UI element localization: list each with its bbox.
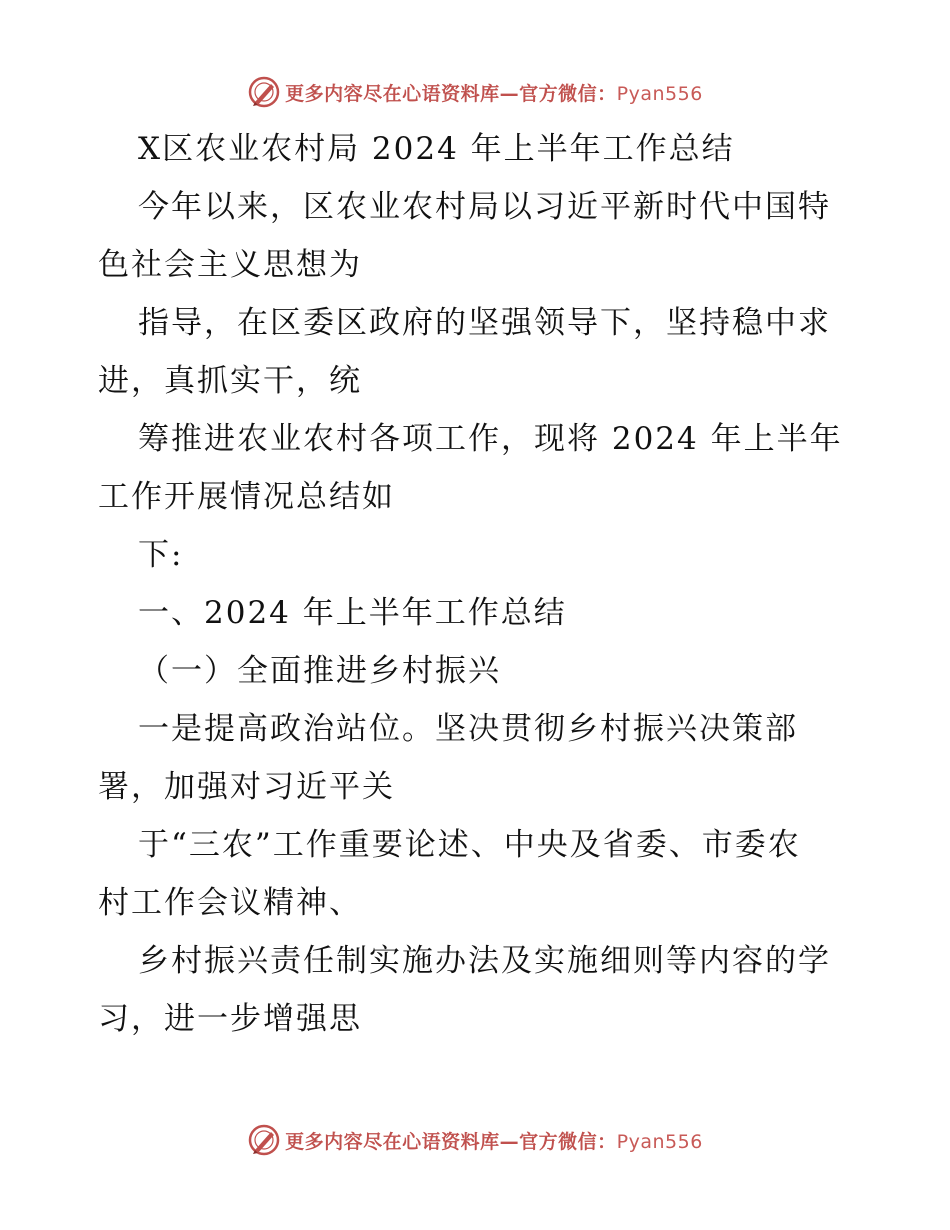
pen-logo-icon: [247, 1123, 281, 1157]
document-line: 指导，在区委区政府的坚强领导下，坚持稳中求: [138, 305, 831, 341]
document-line: （一）全面推进乡村振兴: [138, 653, 501, 689]
watermark-header: [0, 72, 950, 112]
watermark-wechat: Pyan556: [616, 82, 703, 105]
document-line: 一是提高政治站位。坚决贯彻乡村振兴决策部: [138, 711, 798, 747]
document-line: 习，进一步增强思: [98, 1001, 362, 1037]
document-line: 筹推进农业农村各项工作，现将 2024 年上半年: [138, 421, 843, 457]
document-line: 进，真抓实干，统: [98, 363, 362, 399]
watermark-text: 更多内容尽在心语资料库—官方微信：: [285, 1130, 617, 1153]
document-line: 署，加强对习近平关: [98, 769, 395, 805]
document-line: 一、2024 年上半年工作总结: [138, 595, 567, 631]
watermark-footer: [0, 1120, 950, 1160]
document-line: 乡村振兴责任制实施办法及实施细则等内容的学: [138, 943, 831, 979]
document-line: 今年以来，区农业农村局以习近平新时代中国特: [138, 189, 831, 225]
watermark-wechat: Pyan556: [616, 1130, 703, 1153]
document-line: 色社会主义思想为: [98, 247, 362, 283]
document-line: 村工作会议精神、: [98, 885, 362, 921]
document-line: 于“三农”工作重要论述、中央及省委、市委农: [138, 827, 801, 863]
document-line: X区农业农村局 2024 年上半年工作总结: [138, 131, 735, 167]
pen-logo-icon: [247, 75, 281, 109]
document-line: 下:: [138, 537, 184, 573]
watermark-text: 更多内容尽在心语资料库—官方微信：: [285, 82, 617, 105]
document-body: [98, 120, 858, 1048]
document-line: 工作开展情况总结如: [98, 479, 395, 515]
